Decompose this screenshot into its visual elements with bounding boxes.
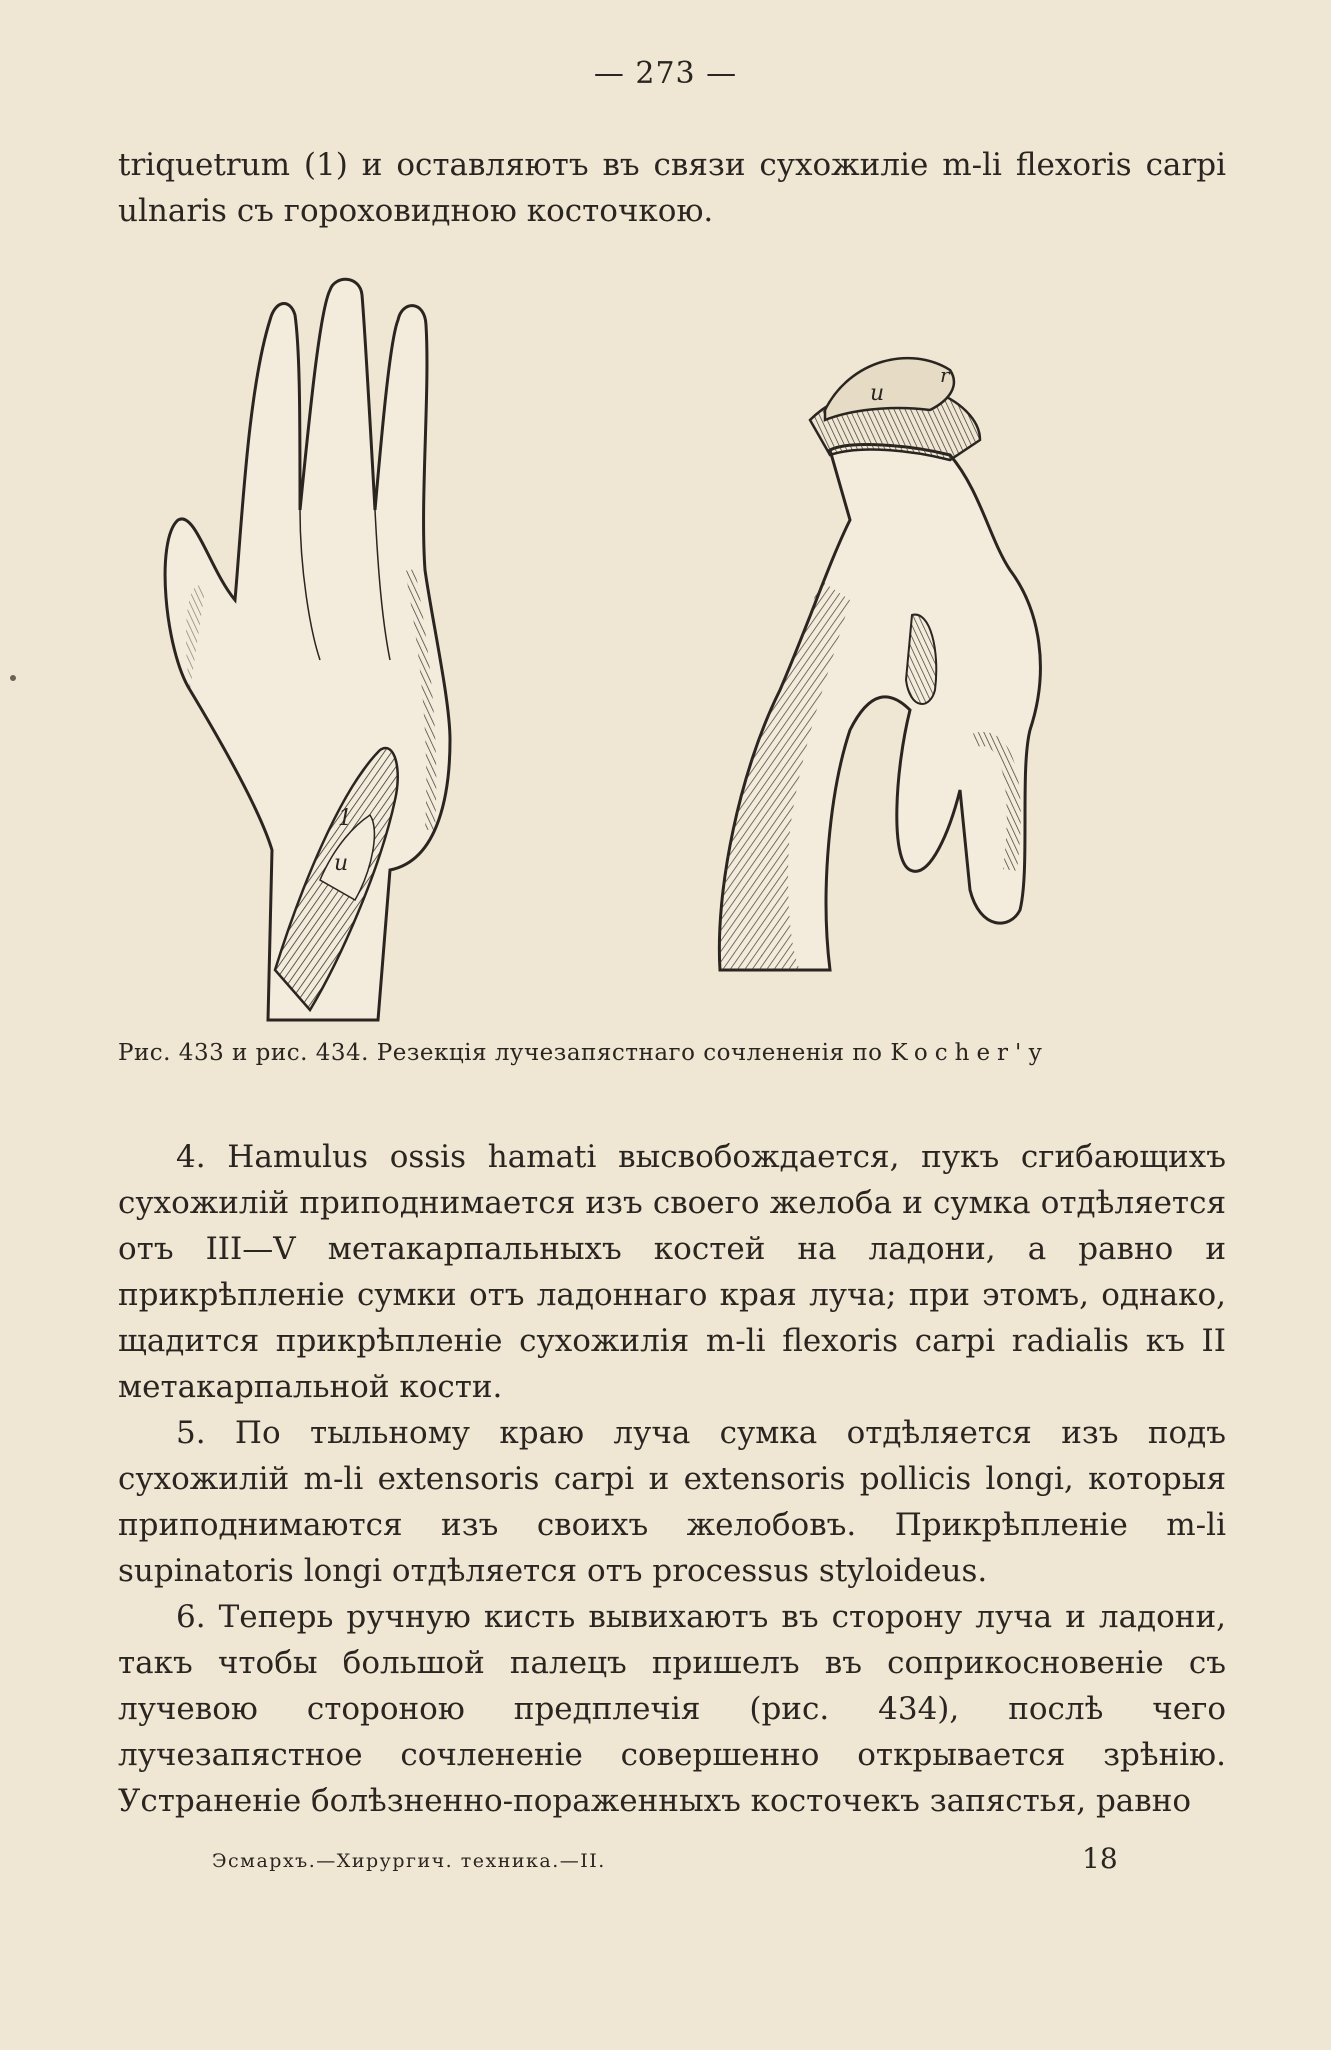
paragraph-5: 5. По тыльному краю луча сумка отдѣляется изъ подъ сухожилій m-li extensoris carpi и extensoris pollicis longi, которыя приподнимаются изъ своихъ желобовъ. Прикрѣпленіе m-li supinatoris longi отдѣляется отъ processus styloideus.: [118, 1415, 1226, 1589]
label-r: r: [940, 363, 950, 387]
label-u-right: u: [870, 381, 885, 406]
caption-name: Kocher'у: [890, 1040, 1049, 1066]
intro-paragraph: [118, 142, 1226, 234]
footer-signature-number: 18: [1082, 1842, 1118, 1875]
paragraph-4: 4. Hamulus ossis hamati высвобождается, пукъ сгибающихъ сухожилій приподнимается изъ своего желоба и сумка отдѣляется отъ III—V метакарпальныхъ костей на ладони, а равно и прикрѣпленіе сумки отъ ладоннаго края луча; при этомъ, однако, щадится прикрѣпленіе сухожилія m-li flexoris carpi radialis къ II метакарпальной кости.: [118, 1139, 1226, 1405]
label-u-left: u: [334, 851, 349, 876]
figure-caption: [118, 1040, 1226, 1066]
intro-text: triquetrum (1) и оставляютъ въ связи сухожиліе m-li flexoris carpi ulnaris съ гороховидною косточкою.: [118, 147, 1226, 229]
paragraph-6: 6. Теперь ручную кисть вывихаютъ въ сторону луча и ладони, такъ чтобы большой палецъ пришелъ въ соприкосновеніе съ лучевою стороною предплечія (рис. 434), послѣ чего лучезапястное сочлененіе совершенно открывается зрѣнію. Устраненіе болѣзненно-пораженныхъ косточекъ запястья, равно: [118, 1599, 1226, 1819]
figure-434-wrist: [719, 358, 1040, 970]
footer-book-title: Эсмархъ.—Хирургич. техника.—II.: [212, 1850, 606, 1872]
paper-speck: [10, 675, 16, 681]
caption-prefix: Рис. 433 и рис. 434. Резекція лучезапястнаго сочлененія по: [118, 1040, 883, 1066]
page-number: — 273 —: [593, 56, 738, 91]
body-text: [118, 1134, 1226, 1824]
figure-433-hand: [165, 279, 450, 1020]
label-1: 1: [338, 806, 352, 831]
figure-illustrations: [150, 270, 1200, 1030]
